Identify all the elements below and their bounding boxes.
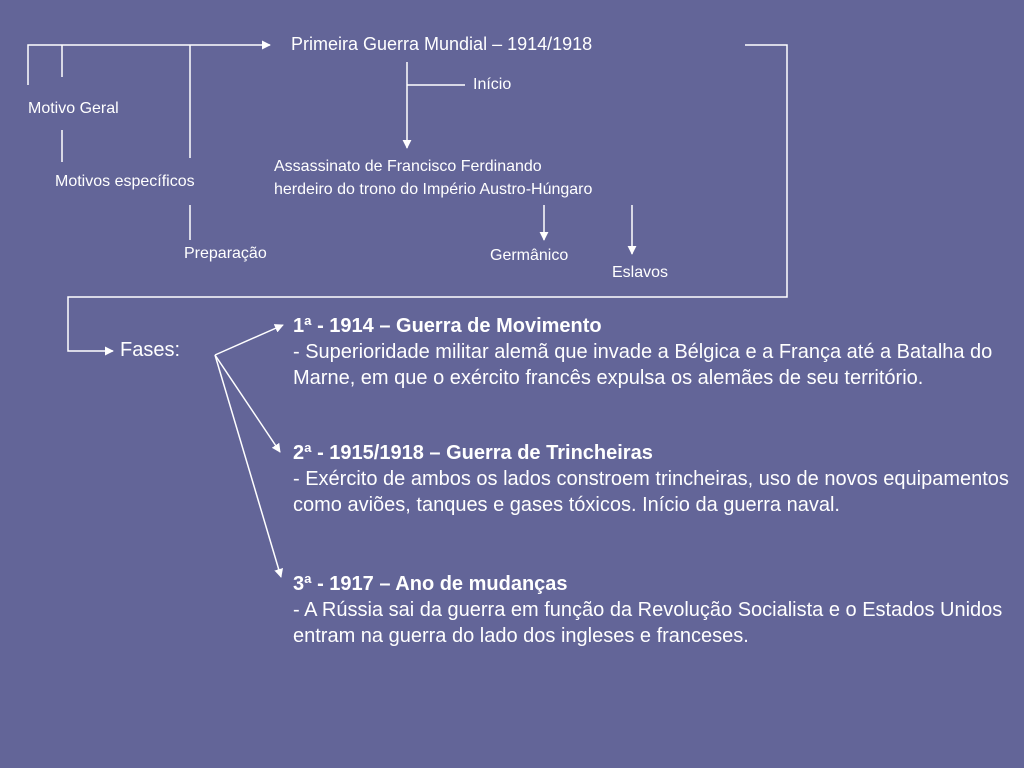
phase-3 xyxy=(293,571,1013,649)
label-motivo-geral: Motivo Geral xyxy=(28,100,119,117)
diagram-title: Primeira Guerra Mundial – 1914/1918 xyxy=(291,34,593,54)
label-preparacao: Preparação xyxy=(184,245,267,262)
phase-3-title: 3ª - 1917 – Ano de mudanças xyxy=(293,573,568,595)
label-assassinato-line2: herdeiro do trono do Império Austro-Húngaro xyxy=(274,181,593,198)
arrow-to-phase-3 xyxy=(215,355,281,577)
arrow-to-phase-1 xyxy=(215,325,283,355)
phase-2-text: - Exército de ambos os lados constroem trincheiras, uso de novos equipamentos como aviões, tanques e gases tóxicos. Início da guerra naval. xyxy=(293,468,1009,516)
label-motivos-especificos: Motivos específicos xyxy=(55,173,195,190)
phase-3-text: - A Rússia sai da guerra em função da Revolução Socialista e o Estados Unidos entram na guerra do lado dos ingleses e franceses. xyxy=(293,599,1003,647)
label-fases: Fases: xyxy=(120,339,181,361)
phase-2 xyxy=(293,440,1013,518)
phase-1 xyxy=(293,313,1013,391)
phase-1-text: - Superioridade militar alemã que invade a Bélgica e a França até a Batalha do Marne, em que o exército francês expulsa os alemães de seu território. xyxy=(293,341,993,389)
label-inicio: Início xyxy=(473,76,512,93)
arrow-to-phase-2 xyxy=(215,355,280,452)
label-eslavos: Eslavos xyxy=(612,264,669,281)
phase-2-title: 2ª - 1915/1918 – Guerra de Trincheiras xyxy=(293,442,653,464)
connector-to-title xyxy=(28,45,270,85)
label-assassinato-line1: Assassinato de Francisco Ferdinando xyxy=(274,158,542,175)
phase-1-title: 1ª - 1914 – Guerra de Movimento xyxy=(293,315,602,337)
label-germanico: Germânico xyxy=(490,247,569,264)
